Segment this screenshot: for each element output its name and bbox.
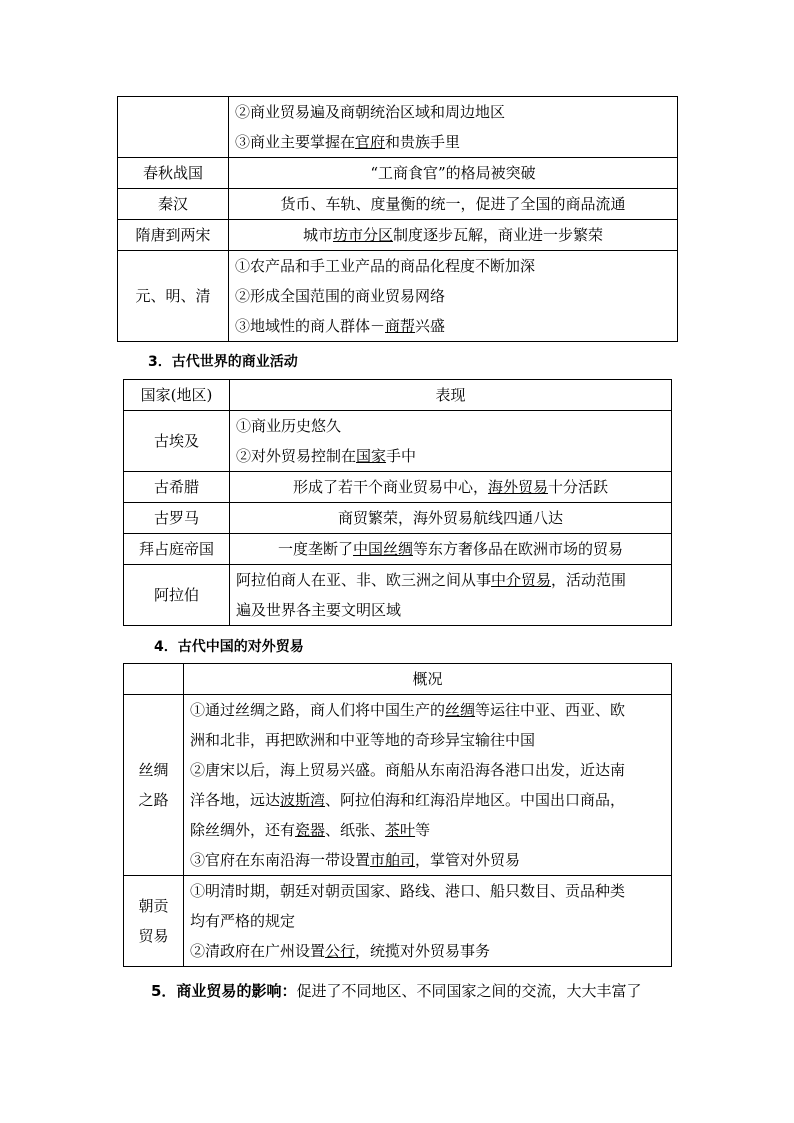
- content-cell: 形成了若干个商业贸易中心，海外贸易十分活跃: [230, 472, 672, 503]
- content-cell: [184, 695, 672, 876]
- underlined-term: 官府: [355, 133, 386, 151]
- foreign-trade-table: [123, 663, 672, 967]
- content-line: 遍及世界各主要文明区域: [236, 601, 402, 619]
- table-row: [118, 220, 678, 251]
- underlined-term: 公行: [325, 942, 356, 960]
- underlined-term: 坊市分区: [332, 226, 393, 244]
- section-label: 5．商业贸易的影响：: [151, 982, 297, 1000]
- underlined-term: 瓷器: [295, 821, 326, 839]
- content-line: ②唐宋以后，海上贸易兴盛。商船从东南沿海各港口出发，近达南: [190, 761, 626, 779]
- content-cell: [184, 876, 672, 967]
- column-header: 国家(地区): [124, 380, 230, 411]
- content-line: 均有严格的规定: [190, 912, 296, 930]
- category-cell: 朝贡 贸易: [124, 876, 184, 967]
- table-header-row: [124, 380, 672, 411]
- content-line: ②商业贸易遍及商朝统治区域和周边地区: [235, 103, 506, 121]
- content-cell: [229, 97, 678, 158]
- country-cell: 古希腊: [124, 472, 230, 503]
- content-line: ②形成全国范围的商业贸易网络: [235, 287, 446, 305]
- period-cell: [118, 97, 229, 158]
- table-row: [118, 251, 678, 342]
- table-row: [118, 189, 678, 220]
- content-line: ①通过丝绸之路，商人们将中国生产的丝绸等运往中亚、西亚、欧: [190, 701, 626, 719]
- world-commerce-table: [123, 379, 672, 626]
- content-line: ③地域性的商人群体－商帮兴盛: [235, 317, 446, 335]
- content-line: 除丝绸外，还有瓷器、纸张、茶叶等: [190, 821, 431, 839]
- country-cell: 阿拉伯: [124, 565, 230, 626]
- table-row: [124, 411, 672, 472]
- content-line: ②对外贸易控制在国家手中: [236, 447, 417, 465]
- content-cell: “工商食官”的格局被突破: [229, 158, 678, 189]
- paragraph-text: 促进了不同地区、不同国家之间的交流，大大丰富了: [296, 982, 642, 1000]
- content-cell: [230, 565, 672, 626]
- table-row: [124, 472, 672, 503]
- underlined-term: 丝绸: [445, 701, 476, 719]
- table-row: [124, 534, 672, 565]
- period-cell: 隋唐到两宋: [118, 220, 229, 251]
- column-header: 表现: [230, 380, 672, 411]
- content-line: 阿拉伯商人在亚、非、欧三洲之间从事中介贸易，活动范围: [236, 571, 627, 589]
- country-cell: 古罗马: [124, 503, 230, 534]
- underlined-term: 海外贸易: [487, 478, 548, 496]
- underlined-term: 中介贸易: [491, 571, 552, 589]
- period-cell: 春秋战国: [118, 158, 229, 189]
- content-cell: 城市坊市分区制度逐步瓦解，商业进一步繁荣: [229, 220, 678, 251]
- section-heading: 4．古代中国的对外贸易: [154, 639, 304, 655]
- column-header: [124, 664, 184, 695]
- content-line: 洋各地，远达波斯湾、阿拉伯海和红海沿岸地区。中国出口商品，: [190, 791, 626, 809]
- content-cell: 货币、车轨、度量衡的统一，促进了全国的商品流通: [229, 189, 678, 220]
- underlined-term: 茶叶: [385, 821, 416, 839]
- content-line: ③官府在东南沿海一带设置市舶司，掌管对外贸易: [190, 851, 521, 869]
- table-header-row: [124, 664, 672, 695]
- content-line: ①商业历史悠久: [236, 417, 342, 435]
- table-row: [124, 876, 672, 967]
- table-row: [124, 565, 672, 626]
- country-cell: 古埃及: [124, 411, 230, 472]
- section-heading: 3．古代世界的商业活动: [148, 354, 298, 370]
- content-line: ①明清时期，朝廷对朝贡国家、路线、港口、船只数目、贡品种类: [190, 882, 626, 900]
- content-line: 洲和北非，再把欧洲和中亚等地的奇珍异宝输往中国: [190, 731, 536, 749]
- period-cell: 元、明、清: [118, 251, 229, 342]
- table-row: [124, 695, 672, 876]
- underlined-term: 波斯湾: [280, 791, 326, 809]
- underlined-term: 商帮: [385, 317, 416, 335]
- content-line: ③商业主要掌握在官府和贵族手里: [235, 133, 461, 151]
- table-row: [118, 158, 678, 189]
- content-cell: 一度垄断了中国丝绸等东方奢侈品在欧洲市场的贸易: [230, 534, 672, 565]
- underlined-term: 市舶司: [370, 851, 416, 869]
- column-header: 概况: [184, 664, 672, 695]
- section-5-paragraph: [151, 980, 641, 1001]
- content-cell: [229, 251, 678, 342]
- country-cell: 拜占庭帝国: [124, 534, 230, 565]
- table-row: [124, 503, 672, 534]
- table-row: [118, 97, 678, 158]
- category-cell: 丝绸 之路: [124, 695, 184, 876]
- content-line: ①农产品和手工业产品的商品化程度不断加深: [235, 257, 536, 275]
- content-line: ②清政府在广州设置公行，统揽对外贸易事务: [190, 942, 491, 960]
- period-cell: 秦汉: [118, 189, 229, 220]
- content-cell: 商贸繁荣，海外贸易航线四通八达: [230, 503, 672, 534]
- content-cell: [230, 411, 672, 472]
- china-commerce-table: [117, 96, 678, 342]
- underlined-term: 中国丝绸: [352, 540, 413, 558]
- underlined-term: 国家: [356, 447, 387, 465]
